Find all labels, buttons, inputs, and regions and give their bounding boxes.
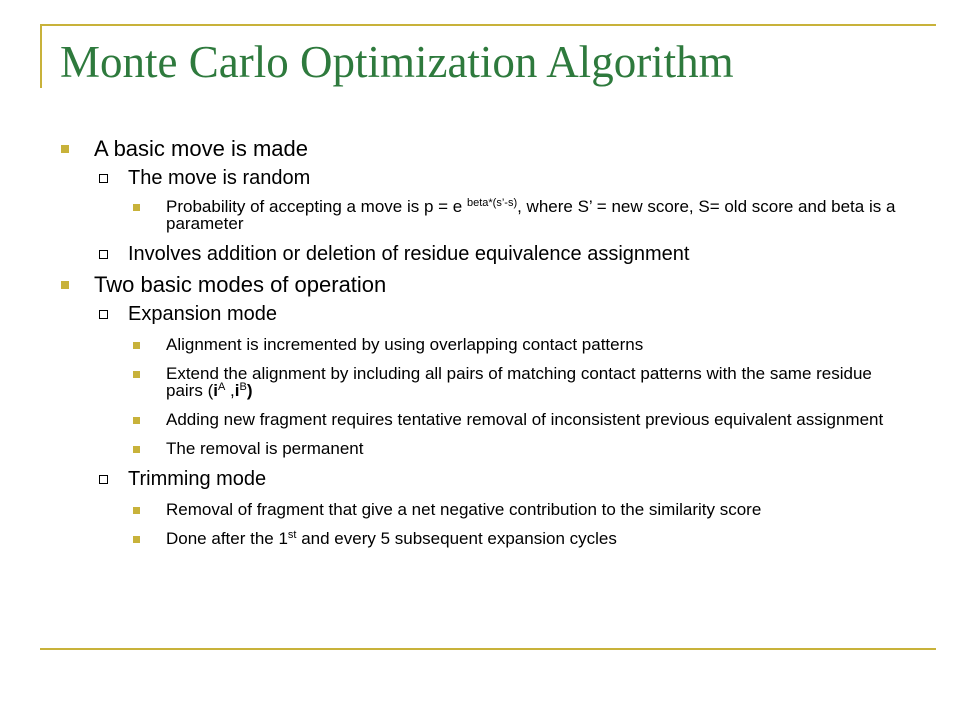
bullet-text: ) [246, 381, 253, 400]
hollow-square-bullet-icon [99, 174, 108, 183]
bullet-two-modes [58, 272, 908, 298]
bottom-rule [40, 648, 936, 650]
hollow-square-bullet-icon [99, 475, 108, 484]
bullet-text: A basic move is made [94, 136, 308, 161]
superscript: st [287, 529, 297, 541]
subsubbullet-extend [58, 365, 908, 399]
residue-i: i [213, 381, 218, 400]
subsubbullet-removal-permanent [58, 440, 908, 457]
residue-i: i [234, 381, 240, 400]
subsubbullet-probability [58, 198, 908, 232]
bullet-text: Two basic modes of operation [94, 272, 387, 297]
bullet-text: Adding new fragment requires tentative removal of inconsistent previous equivalent assignment [166, 410, 884, 429]
subbullet-expansion [58, 302, 908, 326]
hollow-square-bullet-icon [99, 250, 108, 259]
bullet-text: and every 5 subsequent expansion cycles [296, 529, 617, 548]
bullet-list [58, 128, 908, 547]
bullet-text: Involves addition or deletion of residue equivalence assignment [128, 243, 690, 265]
bullet-text: Done after the 1 [166, 529, 288, 548]
bullet-text: Extend the alignment by including all pairs of matching contact patterns with the same residue pairs ( [166, 364, 872, 400]
subsubbullet-adding [58, 411, 908, 428]
bullet-text: Alignment is incremented by using overlapping contact patterns [166, 335, 644, 354]
bullet-text: The removal is permanent [166, 439, 364, 458]
bullet-text: Trimming mode [128, 468, 267, 490]
bullet-text: , where S’ = new score, S= old score and beta is a parameter [166, 197, 896, 233]
subsubbullet-removal-fragment [58, 501, 908, 518]
bullet-basic-move [58, 136, 908, 162]
subbullet-involves [58, 242, 908, 266]
superscript: A [217, 381, 226, 393]
left-rule [40, 24, 42, 88]
subbullet-trimming [58, 467, 908, 491]
bullet-text: Probability of accepting a move is p = e [166, 197, 467, 216]
bullet-text: , [225, 381, 235, 400]
bullet-text: Expansion mode [128, 303, 277, 325]
hollow-square-bullet-icon [99, 310, 108, 319]
bullet-text: Removal of fragment that give a net negative contribution to the similarity score [166, 500, 762, 519]
subsubbullet-align-incr [58, 336, 908, 353]
bullet-text: The move is random [128, 167, 311, 189]
slide-title: Monte Carlo Optimization Algorithm [60, 37, 734, 87]
subbullet-move-random [58, 166, 908, 190]
superscript: B [239, 381, 247, 393]
top-rule [40, 24, 936, 26]
superscript: beta*(s’-s) [466, 197, 518, 209]
subsubbullet-done-after [58, 530, 908, 547]
